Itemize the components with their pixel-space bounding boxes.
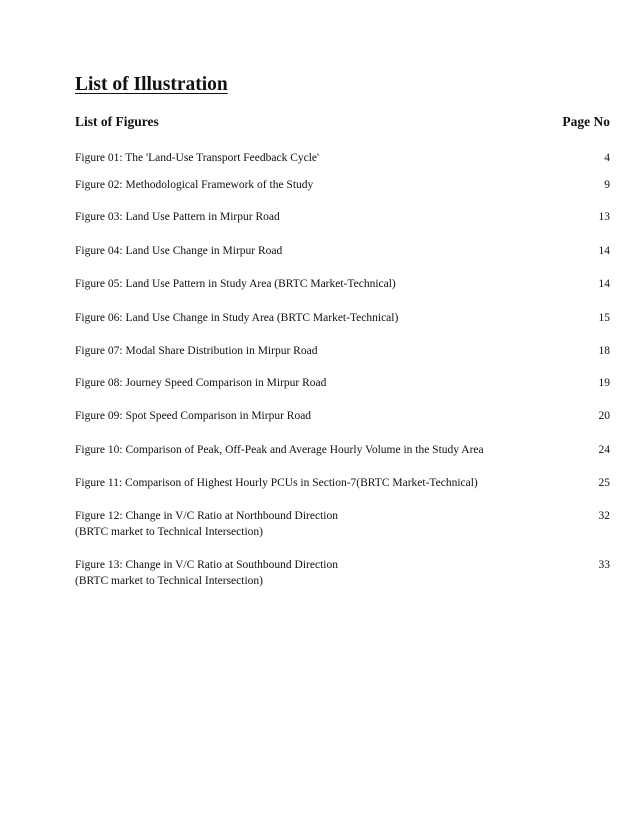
figure-page-number: 14 <box>598 245 610 257</box>
figure-title: Figure 12: Change in V/C Ratio at Northbound Direction (BRTC market to Technical Intersection) <box>75 510 338 538</box>
figure-title: Figure 09: Spot Speed Comparison in Mirpur Road <box>75 410 312 422</box>
figure-page-number: 14 <box>598 278 610 290</box>
figure-title: Figure 08: Journey Speed Comparison in Mirpur Road <box>75 377 327 389</box>
figure-page-number: 25 <box>598 477 610 489</box>
figure-page-number: 20 <box>598 410 610 422</box>
figure-page-number: 24 <box>598 444 610 456</box>
figure-title: Figure 02: Methodological Framework of the Study <box>75 179 314 191</box>
page-title: List of Illustration <box>75 74 228 95</box>
figure-page-number: 33 <box>598 559 610 571</box>
figure-title: Figure 01: The 'Land-Use Transport Feedback Cycle' <box>75 152 320 164</box>
figure-title: Figure 04: Land Use Change in Mirpur Road <box>75 245 283 257</box>
figure-page-number: 9 <box>604 179 610 191</box>
figure-title: Figure 03: Land Use Pattern in Mirpur Road <box>75 211 280 223</box>
figure-page-number: 32 <box>598 510 610 522</box>
figure-title: Figure 06: Land Use Change in Study Area (BRTC Market-Technical) <box>75 312 399 324</box>
figure-list <box>75 0 610 826</box>
figure-title: Figure 11: Comparison of Highest Hourly PCUs in Section-7(BRTC Market-Technical) <box>75 477 478 489</box>
figure-page-number: 18 <box>598 345 610 357</box>
figure-page-number: 4 <box>604 152 610 164</box>
page-number-heading: Page No <box>562 114 610 129</box>
figure-title: Figure 05: Land Use Pattern in Study Area (BRTC Market-Technical) <box>75 278 396 290</box>
figure-title: Figure 07: Modal Share Distribution in Mirpur Road <box>75 345 318 357</box>
figure-title: Figure 13: Change in V/C Ratio at Southbound Direction (BRTC market to Technical Intersection) <box>75 559 338 587</box>
list-heading: List of Figures <box>75 114 159 129</box>
figure-page-number: 13 <box>598 211 610 223</box>
figure-page-number: 19 <box>598 377 610 389</box>
figure-title: Figure 10: Comparison of Peak, Off-Peak and Average Hourly Volume in the Study Area <box>75 444 484 456</box>
figure-page-number: 15 <box>598 312 610 324</box>
